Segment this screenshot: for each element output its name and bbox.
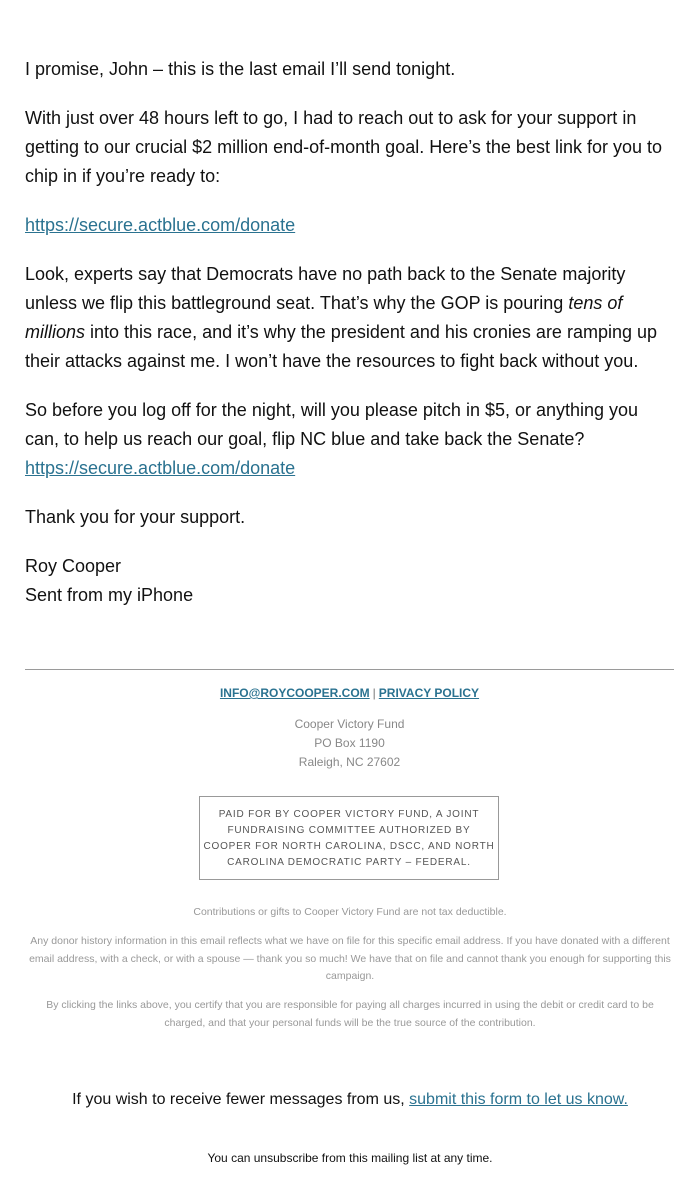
- paragraph-senate-end: into this race, and it’s why the president and his cronies are ramping up their attacks against me. I won’t have the resources to fight back without you.: [25, 322, 657, 371]
- fewer-messages-text: If you wish to receive fewer messages from us,: [72, 1091, 405, 1108]
- privacy-policy-link[interactable]: PRIVACY POLICY: [378, 686, 480, 700]
- thanks-line: Thank you for your support.: [25, 507, 246, 527]
- signature: [25, 552, 675, 610]
- paragraph-senate: [25, 260, 675, 376]
- footer-link-separator: |: [372, 686, 376, 700]
- paragraph-senate-emphasis: tens of millions: [25, 293, 623, 342]
- paragraph-goal: With just over 48 hours left to go, I had to reach out to ask for your support in getting to our crucial $2 million end-of-month goal. Here’s the best link for you to chip in if you’re ready to:: [25, 108, 663, 186]
- address-org: Cooper Victory Fund: [294, 717, 405, 731]
- donate-link-paragraph: [25, 211, 675, 240]
- signature-device: Sent from my iPhone: [25, 585, 194, 605]
- address-po-box: PO Box 1190: [314, 736, 385, 750]
- signature-name: Roy Cooper: [25, 556, 122, 576]
- address-city: Raleigh, NC 27602: [298, 755, 401, 769]
- tax-deductible-note: Contributions or gifts to Cooper Victory Fund are not tax deductible.: [193, 906, 507, 918]
- paragraph-ask: [25, 396, 675, 483]
- paragraph-senate-start: Look, experts say that Democrats have no path back to the Senate majority unless we flip this battleground seat. That’s why the GOP is pouring: [25, 264, 626, 313]
- paid-for-text: PAID FOR BY COOPER VICTORY FUND, A JOINT FUNDRAISING COMMITTEE AUTHORIZED BY COOPER FOR NORTH CAROLINA, DSCC, AND NORTH CAROLINA DEMOCRATIC PARTY – FEDERAL.: [203, 809, 495, 868]
- fewer-messages-form-link[interactable]: submit this form to let us know.: [409, 1091, 628, 1108]
- donate-link-1[interactable]: https://secure.actblue.com/donate: [25, 215, 296, 235]
- footer-links: [25, 684, 674, 702]
- donate-link-2[interactable]: https://secure.actblue.com/donate: [25, 458, 296, 478]
- unsubscribe-note: You can unsubscribe from this mailing list at any time.: [207, 1151, 493, 1165]
- message-body: [25, 55, 675, 630]
- donor-history-note: Any donor history information in this email reflects what we have on file for this specific email address. If you have donated with a different email address, with a check, or with a spouse — thank you so much! We have that on file and cannot thank you enough for supporting this campaign.: [29, 935, 671, 982]
- mailing-address: [25, 715, 674, 772]
- paragraph-ask-text: So before you log off for the night, will you please pitch in $5, or anything you can, to help us reach our goal, flip NC blue and take back the Senate?: [25, 400, 639, 449]
- fewer-messages-line: [0, 1088, 700, 1112]
- paid-for-disclaimer-box: [199, 796, 499, 880]
- footer-divider: [25, 669, 674, 670]
- greeting-line: I promise, John – this is the last email I’ll send tonight.: [25, 59, 456, 79]
- certification-note: By clicking the links above, you certify that you are responsible for paying all charges incurred in using the debit or credit card to be charged, and that your personal funds will be the true source of the contribution.: [46, 999, 654, 1029]
- email-link[interactable]: INFO@ROYCOOPER.COM: [219, 686, 370, 700]
